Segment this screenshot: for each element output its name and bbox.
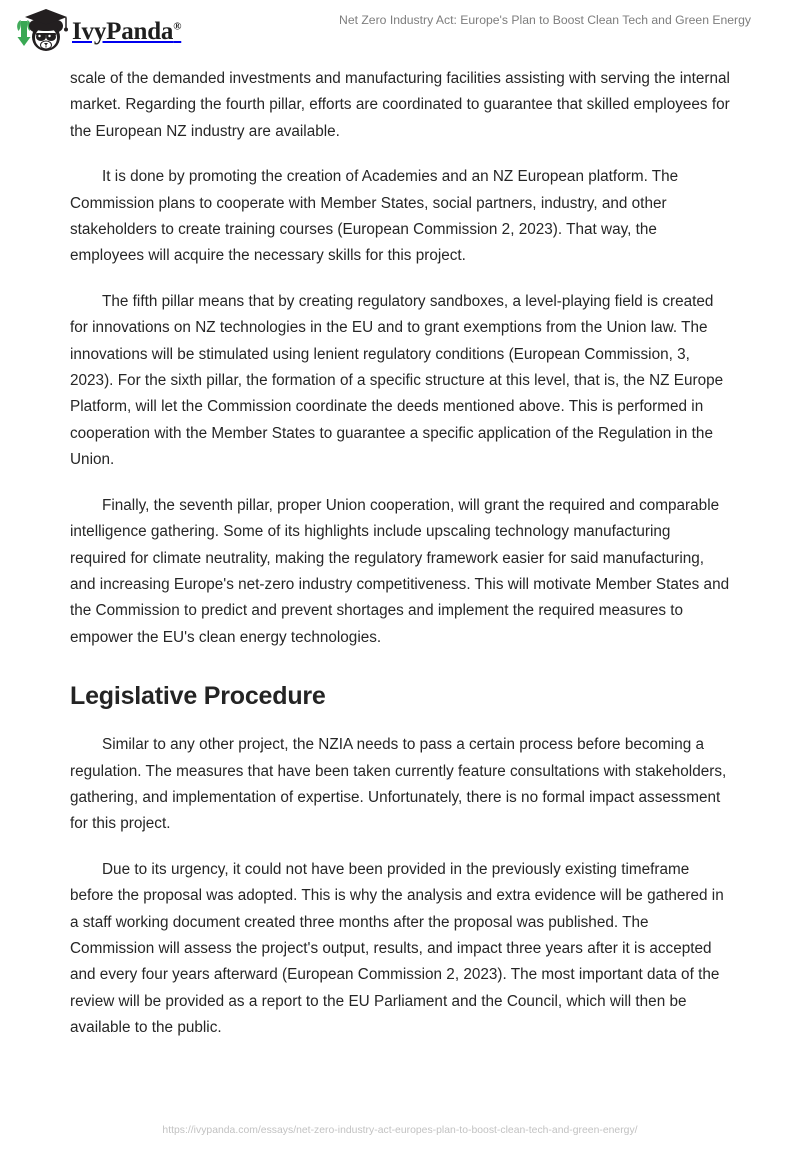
- page-header: [0, 0, 800, 62]
- body-paragraph: Finally, the seventh pillar, proper Union cooperation, will grant the required and comparable intelligence gathering. Some of its highlights include upscaling technology manufacturing required for climate neutrality, making the regulatory framework easier for said manufacturing, and increasing Europe's net-zero industry competitiveness. This will motivate Member States and the Commission to predict and prevent shortages and implement the required measures to empower the EU's clean energy technologies.: [70, 496, 730, 646]
- document-body: [70, 66, 730, 1061]
- body-paragraph: It is done by promoting the creation of Academies and an NZ European platform. The Commission plans to cooperate with Member States, social partners, industry, and other stakeholders to create training courses (European Commission 2, 2023). That way, the employees will acquire the necessary skills for this project.: [70, 168, 679, 265]
- body-paragraph: Due to its urgency, it could not have been provided in the previously existing timeframe before the proposal was adopted. This is why the analysis and extra evidence will be gathered in a staff working document created three months after the proposal was published. The Commission will assess the project's output, results, and impact three years after it is accepted and every four years afterward (European Commission 2, 2023). The most important data of the review will be provided as a report to the EU Parliament and the Council, which will then be available to the public.: [70, 860, 724, 1037]
- registered-trademark-mark: ®: [173, 20, 182, 33]
- brand-logo-link[interactable]: [14, 6, 181, 56]
- body-paragraph: scale of the demanded investments and manufacturing facilities assisting with serving the internal market. Regarding the fourth pillar, efforts are coordinated to guarantee that skilled employees for the European NZ industry are available.: [70, 70, 730, 140]
- body-paragraph: The fifth pillar means that by creating regulatory sandboxes, a level-playing field is created for innovations on NZ technologies in the EU and to grant exemptions from the Union law. The innovations will be stimulated using lenient regulatory conditions (European Commission, 3, 2023). For the sixth pillar, the formation of a specific structure at this level, that is, the NZ Europe Platform, will let the Commission coordinate the deeds mentioned above. This is performed in cooperation with the Member States to guarantee a specific application of the Regulation in the Union.: [70, 292, 724, 469]
- body-paragraph: Similar to any other project, the NZIA needs to pass a certain process before becoming a regulation. The measures that have been taken currently feature consultations with stakeholders, gathering, and implementation of expertise. Unfortunately, there is no formal impact assessment for this project.: [70, 736, 727, 833]
- document-title: Net Zero Industry Act: Europe's Plan to Boost Clean Tech and Green Energy: [339, 13, 751, 27]
- panda-graduate-logo-icon: [14, 6, 70, 56]
- brand-name: IvyPanda®: [72, 17, 182, 45]
- section-heading-legislative-procedure: Legislative Procedure: [70, 682, 326, 711]
- page-footer: [0, 1120, 800, 1138]
- source-url[interactable]: https://ivypanda.com/essays/net-zero-industry-act-europes-plan-to-boost-clean-tech-and-green-energy/: [162, 1125, 638, 1136]
